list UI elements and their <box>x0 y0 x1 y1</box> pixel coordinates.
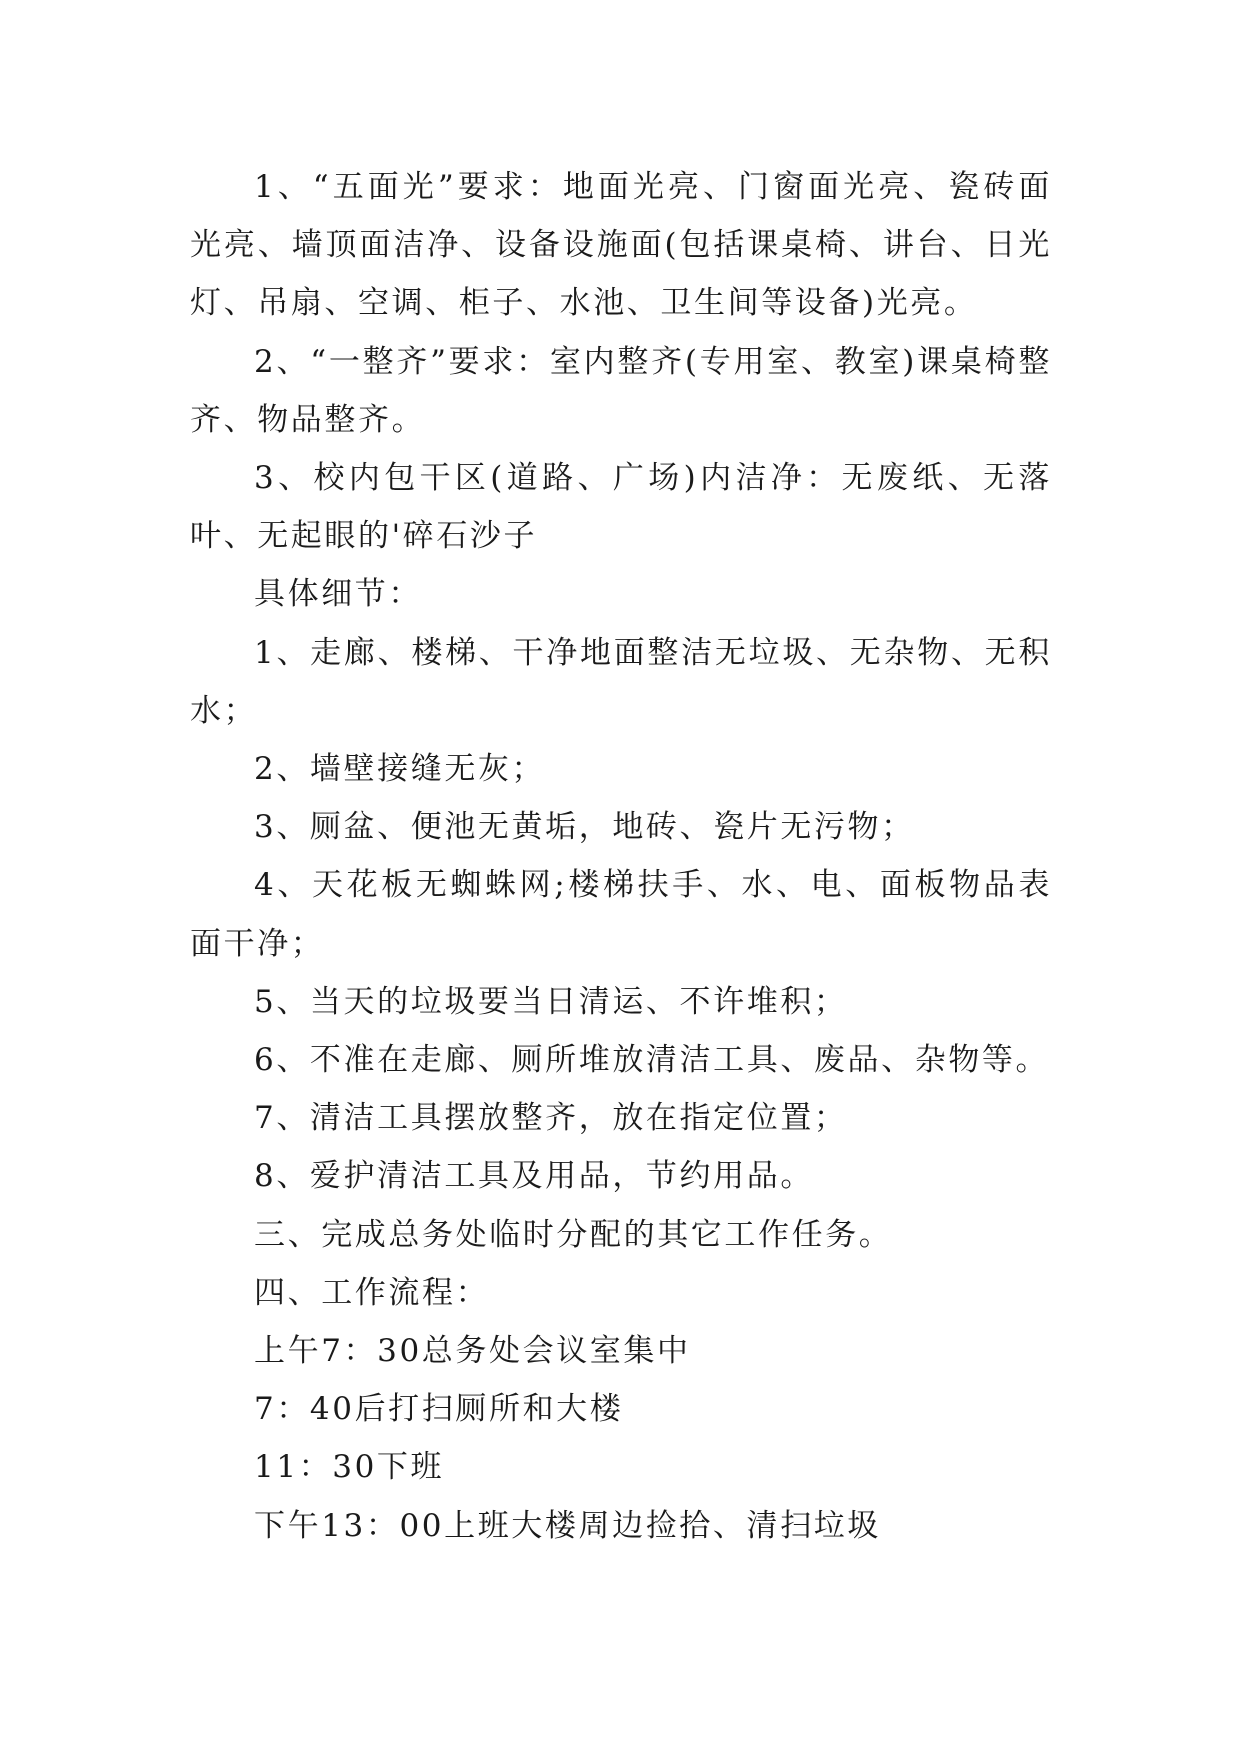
document-body <box>190 158 1052 1555</box>
paragraph-one-tidy: 2、“一整齐”要求：室内整齐(专用室、教室)课桌椅整齐、物品整齐。 <box>190 343 1052 438</box>
paragraph-five-surfaces: 1、“五面光”要求：地面光亮、门窗面光亮、瓷砖面光亮、墙顶面洁净、设备设施面(包括课桌椅、讲台、日光灯、吊扇、空调、柜子、水池、卫生间等设备)光亮。 <box>190 169 1052 322</box>
paragraph-schedule-off: 11：30下班 <box>254 1449 445 1486</box>
paragraph-schedule-afternoon: 下午13：00上班大楼周边捡拾、清扫垃圾 <box>254 1507 881 1544</box>
paragraph-detail-3: 3、厕盆、便池无黄垢，地砖、瓷片无污物； <box>254 809 915 846</box>
paragraph-details-heading: 具体细节： <box>254 576 422 613</box>
paragraph-schedule-morning: 上午7：30总务处会议室集中 <box>254 1333 691 1370</box>
paragraph-detail-1: 1、走廊、楼梯、干净地面整洁无垃圾、无杂物、无积水； <box>190 634 1052 729</box>
paragraph-detail-2: 2、墙壁接缝无灰； <box>254 751 546 788</box>
paragraph-detail-6: 6、不准在走廊、厕所堆放清洁工具、废品、杂物等。 <box>254 1042 1050 1079</box>
paragraph-campus-area: 3、校内包干区(道路、广场)内洁净：无废纸、无落叶、无起眼的'碎石沙子 <box>190 460 1052 555</box>
paragraph-section-3: 三、完成总务处临时分配的其它工作任务。 <box>254 1216 893 1253</box>
paragraph-detail-7: 7、清洁工具摆放整齐，放在指定位置； <box>254 1100 848 1137</box>
paragraph-detail-4: 4、天花板无蜘蛛网;楼梯扶手、水、电、面板物品表面干净； <box>190 867 1052 962</box>
paragraph-schedule-cleaning: 7：40后打扫厕所和大楼 <box>254 1391 624 1428</box>
paragraph-detail-5: 5、当天的垃圾要当日清运、不许堆积； <box>254 983 848 1020</box>
paragraph-section-4: 四、工作流程： <box>254 1274 490 1311</box>
paragraph-detail-8: 8、爱护清洁工具及用品，节约用品。 <box>254 1158 814 1195</box>
